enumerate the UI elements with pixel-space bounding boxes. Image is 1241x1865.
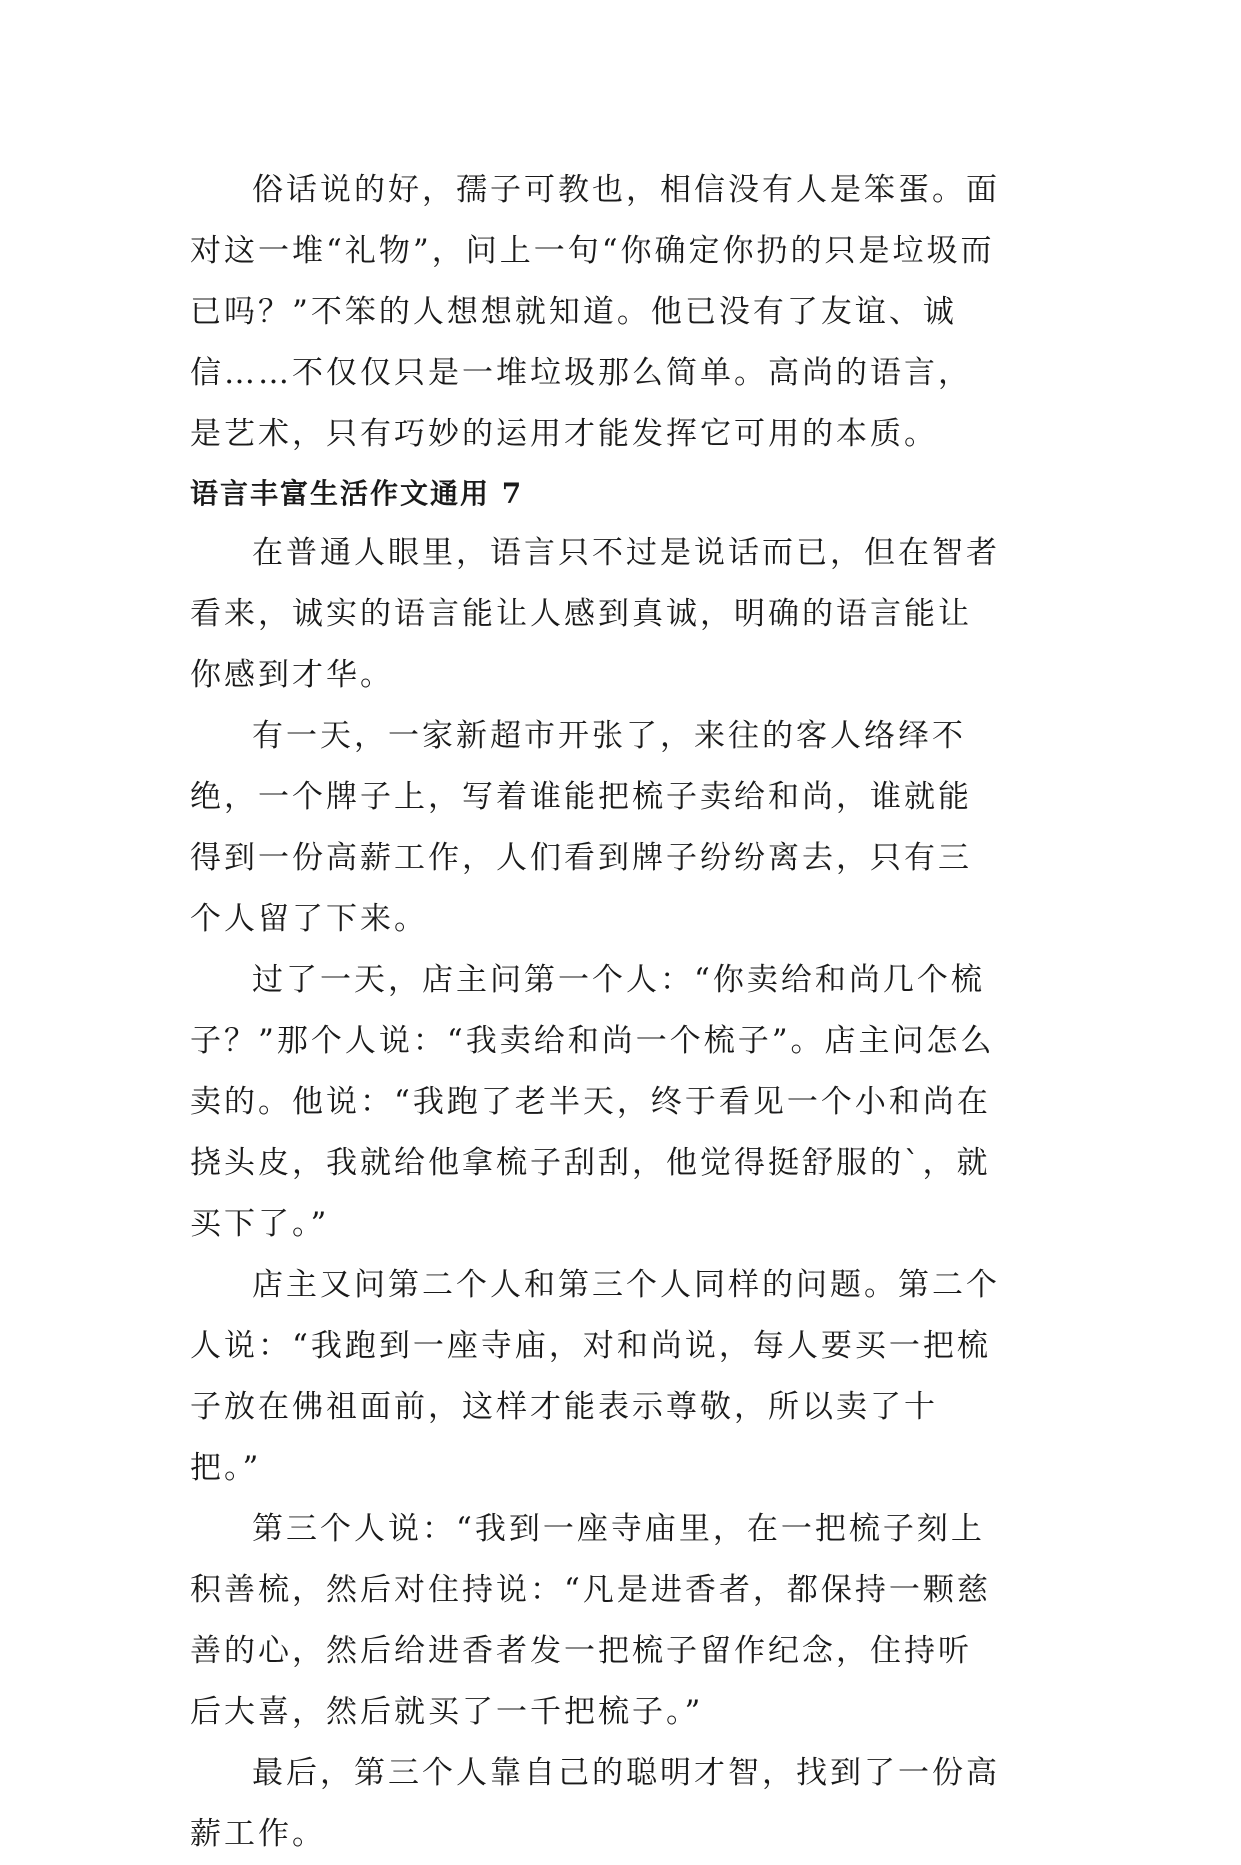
body-paragraph: 最后，第三个人靠自己的聪明才智，找到了一份高薪工作。 bbox=[190, 1755, 1000, 1852]
body-paragraph: 有一天，一家新超市开张了，来往的客人络绎不绝，一个牌子上，写着谁能把梳子卖给和尚，谁就能得到一份高薪工作，人们看到牌子纷纷离去，只有三个人留了下来。 bbox=[190, 718, 972, 937]
body-paragraph: 在普通人眼里，语言只不过是说话而已，但在智者看来，诚实的语言能让人感到真诚，明确的语言能让你感到才华。 bbox=[190, 535, 1000, 693]
section-title: 语言丰富生活作文通用 7 bbox=[190, 477, 524, 510]
body-paragraph: 店主又问第二个人和第三个人同样的问题。第二个人说：“我跑到一座寺庙，对和尚说，每人要买一把梳子放在佛祖面前，这样才能表示尊敬，所以卖了十把。” bbox=[190, 1267, 1000, 1486]
body-paragraph: 过了一天，店主问第一个人：“你卖给和尚几个梳子？”那个人说：“我卖给和尚一个梳子”。店主问怎么卖的。他说：“我跑了老半天，终于看见一个小和尚在挠头皮，我就给他拿梳子刮刮，他觉得挺舒服的`，就买下了。” bbox=[190, 962, 995, 1242]
body-paragraph: 俗话说的好，孺子可教也，相信没有人是笨蛋。面对这一堆“礼物”，问上一句“你确定你扔的只是垃圾而已吗？”不笨的人想想就知道。他已没有了友谊、诚信……不仅仅只是一堆垃圾那么简单。高尚的语言，是艺术，只有巧妙的运用才能发挥它可用的本质。 bbox=[190, 172, 1000, 452]
body-paragraph: 第三个人说：“我到一座寺庙里，在一把梳子刻上积善梳，然后对住持说：“凡是进香者，都保持一颗慈善的心，然后给进香者发一把梳子留作纪念，住持听后大喜，然后就买了一千把梳子。” bbox=[190, 1511, 991, 1730]
